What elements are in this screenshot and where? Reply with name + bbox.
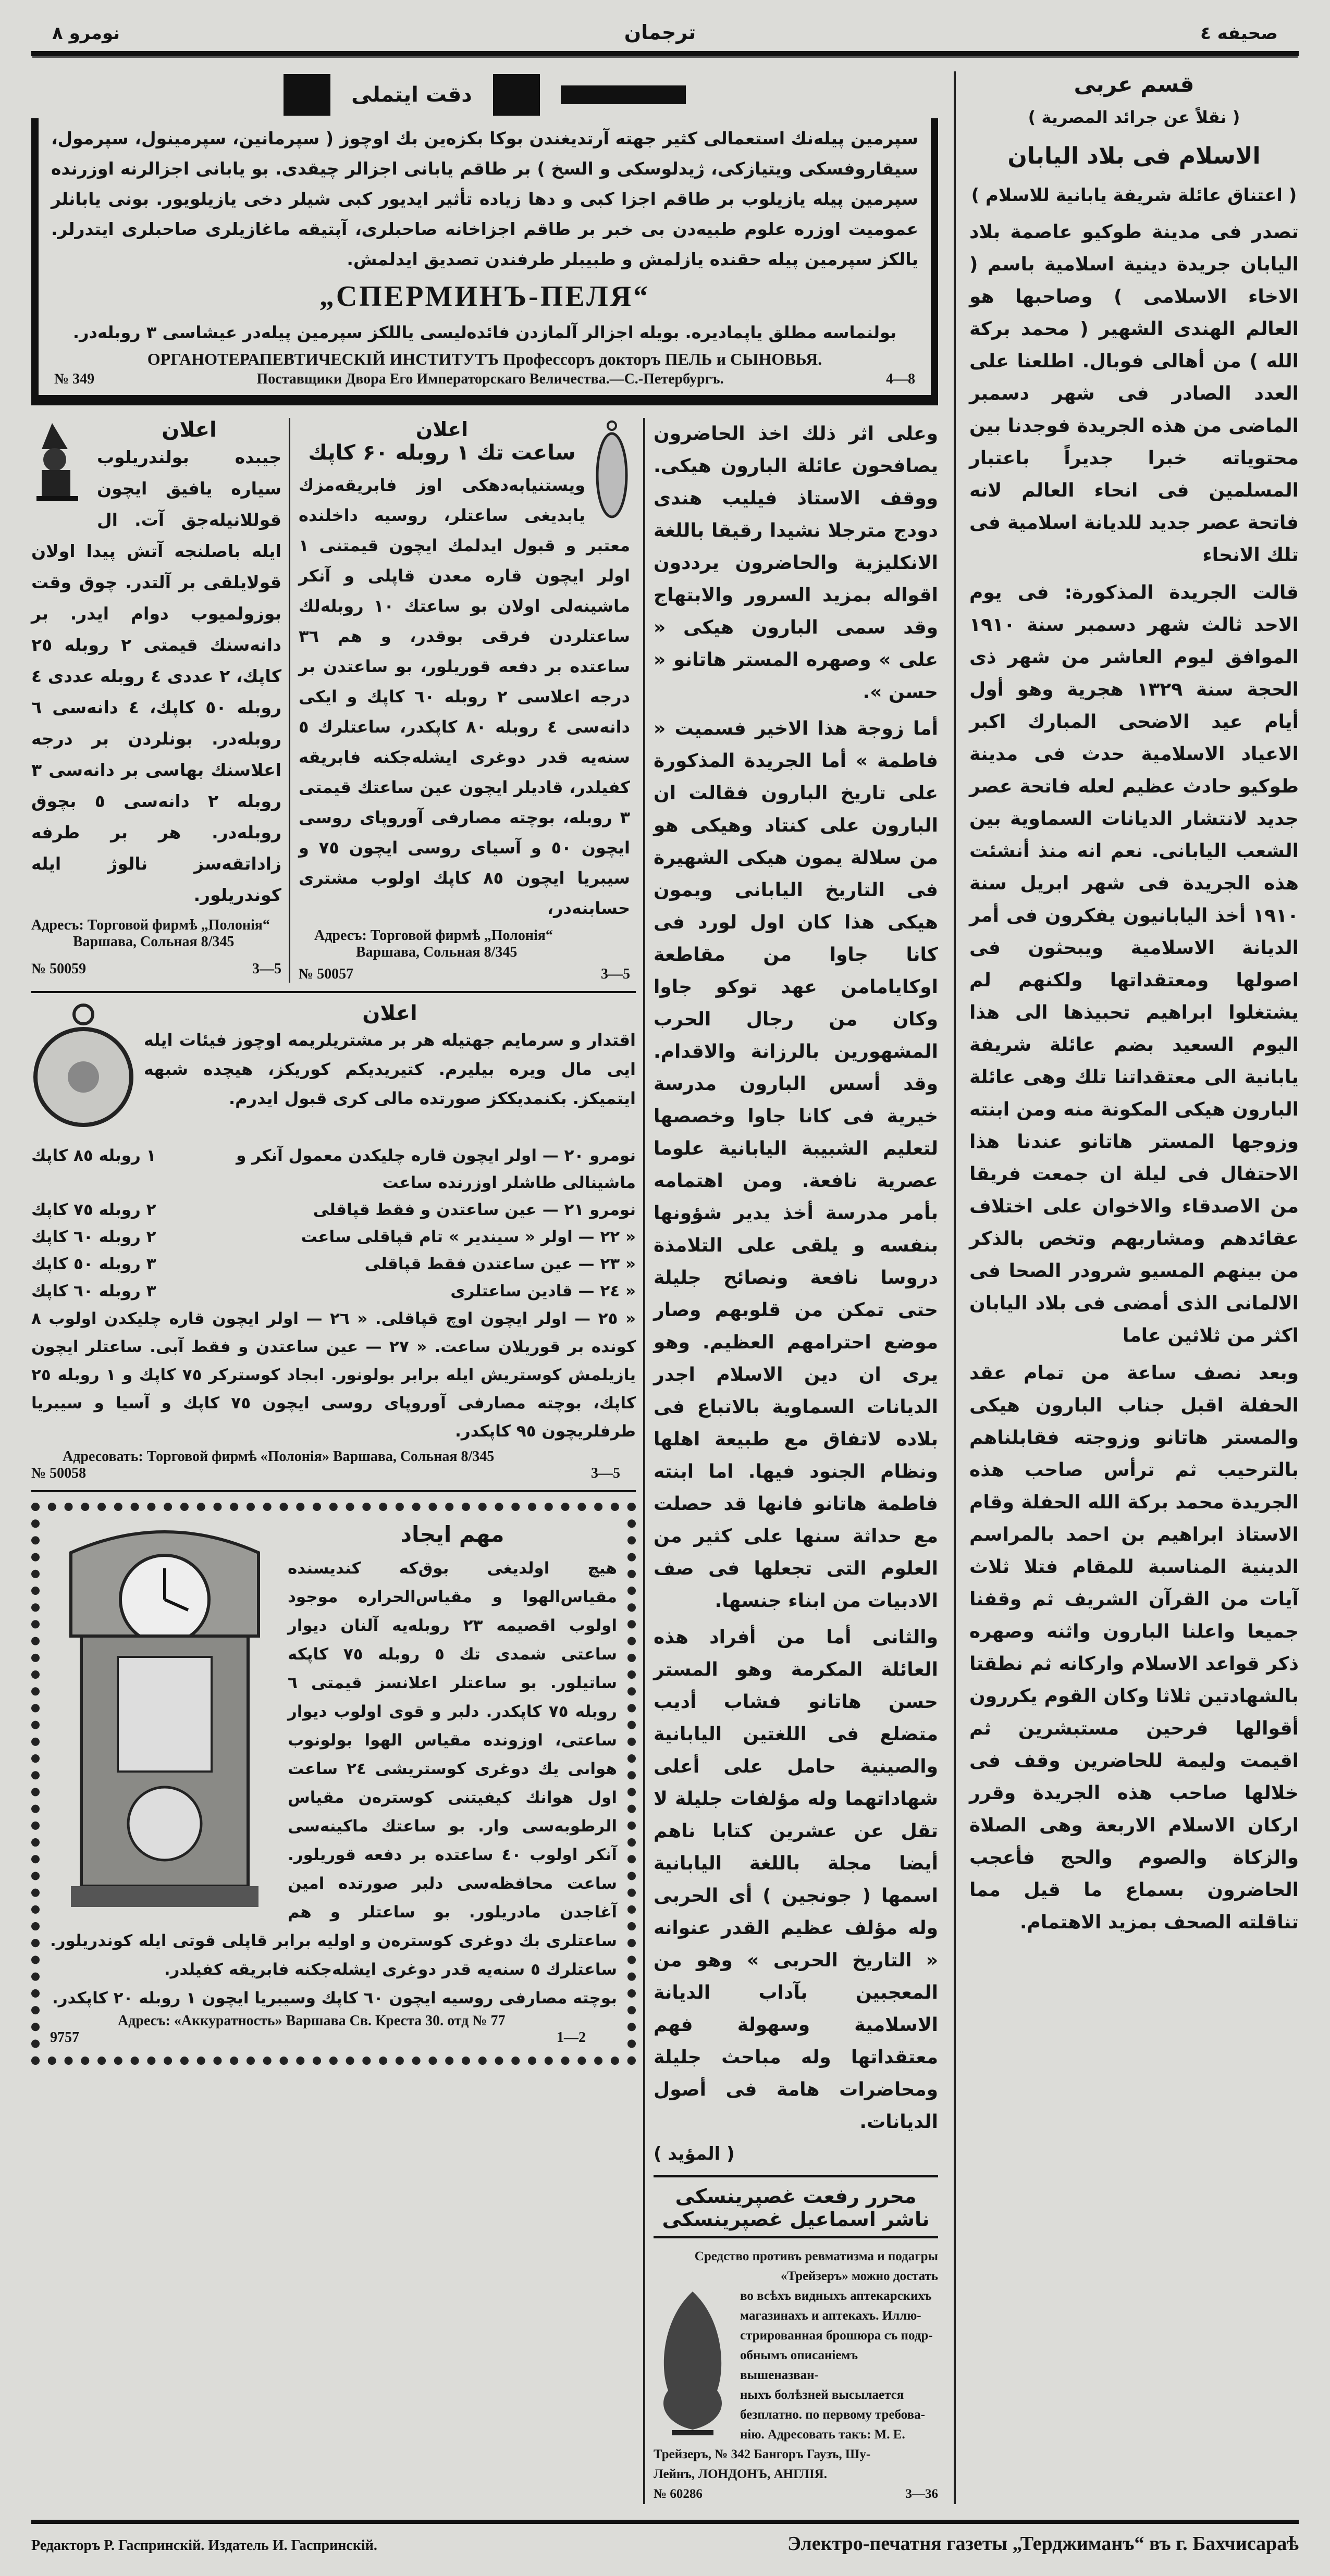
ad-address: Адресовать: Торговой фирмѣ «Полонія» Варшава, Сольная 8/345 (63, 1448, 495, 1465)
watches-price-list-ad (31, 993, 636, 1492)
ad-line: Средство противъ ревматизма и подагры (694, 2249, 938, 2263)
ad-body: جيبده بولندريلوب سياره يافيق ايچون قوللانيله‌جق آت. ال ايله باصلنجه آتش پيدا اولان قولايلقى بر آلتدر. چوق وقت بوزولميوب دوام ايدر. بر دانه‌سنك قيمتى ٢ روبله ٢٥ كاپك، ٢ عددى ٤ روبله عددى ٤ روبله ٥٠ كاپك، ٤ دانه‌سى ٦ روبله‌در. بونلردن بر درجه اعلاسنك بهاسى بر دانه‌سى ٣ روبله ٢ دانه‌سى ٥ بچوق روبله‌در. هر بر طرفه زاداتقه‌سز نالوژ ايله كوندريلور. (31, 447, 282, 905)
price-row (31, 1250, 636, 1278)
divider (654, 2175, 938, 2177)
item-price: ١ روبله ٨٥ كاپك (31, 1146, 156, 1165)
article-paragraph: تصدر فى مدينة طوكيو عاصمة بلاد اليابان جريدة دينية اسلامية باسم ( الاخاء الاسلامى ) وصاحبها هو العالم الهندى الشهير ( محمد بركة الله ) من أهالى فوبال. اطلعنا على العدد الصادر فى شهر دسمبر الماضى من هذه الجريدة فوجدنا بين محتوياته خبرا جديراً باعتبار المسلمين فى انحاء العالم لانه فاتحة عصر جديد للديانة اسلامية فى تلك الانحاء (969, 221, 1299, 566)
middle-article (654, 418, 938, 2164)
section-title: قسم عربى (1074, 71, 1194, 97)
ad-run: 3—5 (601, 966, 630, 982)
pocket-watch-illustration (31, 1001, 136, 1137)
item-price: ٣ روبله ٥٠ كاپك (31, 1255, 156, 1273)
price-list (31, 1142, 636, 1305)
price-row (31, 1278, 636, 1305)
ad-line: стрированная брошюра съ подр- (740, 2329, 933, 2343)
ad-line: во всѣхъ видныхъ аптекарскихъ (740, 2289, 932, 2303)
article-source: ( المؤيد ) (654, 2144, 735, 2164)
ad-line: безплатно. по первому требова- (740, 2408, 925, 2422)
wall-clock-illustration (50, 1521, 279, 1912)
editor-name: محرر رفعت غصپرينسكى (675, 2185, 917, 2208)
ad-heading: مهم ايجاد (400, 1521, 504, 1547)
watch-ad (289, 418, 630, 983)
ad-line: ныхъ болѣзней высылается (740, 2388, 904, 2402)
item-price: ٢ روبله ٦٠ كاپك (31, 1228, 156, 1246)
ad-heading: اعلان (415, 418, 469, 441)
spermin-run: 4—8 (885, 371, 915, 387)
ad-heading: اعلان (162, 418, 217, 442)
ad-address: Адресъ: Торговой фирмѣ „Полонія“ (31, 917, 270, 933)
article-paragraph: وعلى اثر ذلك اخذ الحاضرون يصافحون عائلة البارون هيكى. ووقف الاستاذ فيليب هندى دودج مترجلا نشيدا رقيقا باللغة الانكليزية والحاضرون يرددون اقواله بمزيد السرور والابتهاج وقد سمى البارون هيكى « على » وصهره المستر هاتانو « حسن ». (654, 423, 938, 703)
divider (654, 2236, 938, 2238)
item-price: ٣ روبله ٦٠ كاپك (31, 1282, 156, 1301)
ad-line: нію. Адресовать такъ: М. Е. (740, 2428, 905, 2442)
article-paragraph: والثانى أما من أفراد هذه العائلة المكرمة وهو المستر حسن هاتانو فشاب أديب متضلع فى اللغتين اليابانية والصينية حامل على أعلى شهاداتهما وله مؤلفات جليلة لا تقل عن عشرين كتابا ناهم أيضا مجلة باللغة اليابانية اسمها ( جونجين ) أى الحربى وله مؤلف عظيم القدر عنوانه « التاريخ الحربى » وهو من المعجبين بآداب الديانة الاسلامية وسهولة فهم معتقداتها وله مباحث جليلة ومحاضرات هامة فى أصول الديانات. (654, 1627, 938, 2133)
ad-number: № 50059 (31, 961, 87, 977)
article-subheadline: ( اعتناق عائلة شريفة يابانية للاسلام ) (971, 185, 1297, 206)
ads-region (31, 418, 636, 2504)
spermin-heading: دقت ايتملى (351, 83, 472, 107)
spermin-body: سپرمين پيله‌نك استعمالى كثير جهته آرتديغندن بوكا بكزه‌ين بك اوچوز ( سپرمانين، سپرمينول، سپرمول، سيقاروفسكى ويتيازكى، ژيدلوسكى و السخ ) بر طاقم يابانى اجزالر چيقدى. بو يابانى اجزالرنه اوزرنده سپرمين پيله يازيلوب بر طاقم اجزا كبى و دها زياده تأثير ايديور كبى شيلر دخى يازيلويور. بونى يابانلر عموميت اوزره علوم طبيه‌دن بى خبر بر طاقم اجزاخانه صاحبلرى، آپتيقه ماغازيلرى صاحبلرى ايتدرلر. يالكز سپرمين پيله حقنده يازلمش و طبيبلر طرفندن تصديق ايدلمش. (51, 128, 918, 269)
page-number: صحيفه ٤ (1200, 23, 1278, 44)
item-label: نومرو ٢٠ — اولر ايچون قاره چليكدن معمول آنكر و ماشينالى طاشلر اوزرنده ساعت (236, 1146, 636, 1192)
treuser-ad (654, 2247, 938, 2504)
ad-number: 9757 (50, 2029, 79, 2046)
ad-run: 3—5 (591, 1465, 620, 1481)
arabic-section (954, 71, 1299, 2504)
ad-run: 3—36 (905, 2487, 938, 2501)
spermin-supplier: Поставщики Двора Его Императорскаго Величества.—С.-Петербургъ. (256, 371, 724, 387)
price-row (31, 1196, 636, 1223)
publisher-name: ناشر اسماعيل غصپرينسكى (662, 2208, 930, 2231)
price-row (31, 1142, 636, 1196)
ad-number: № 50058 (31, 1465, 87, 1481)
item-price: ٢ روبله ٧٥ كاپك (31, 1200, 156, 1219)
ad-line: Лейнъ, ЛОНДОНЪ, АНГЛІЯ. (654, 2467, 827, 2481)
ad-run: 3—5 (252, 961, 281, 977)
item-label: « ٢٤ — قادين ساعتلرى (450, 1282, 636, 1301)
ad-number: № 50057 (299, 966, 354, 982)
spermin-product-name: „СПЕРМИНЪ-ПЕЛЯ“ (319, 280, 650, 313)
item-label: « ٢٣ — عين ساعتدن فقط قپاقلى (364, 1255, 636, 1273)
clock-ad (31, 1503, 636, 2065)
ad-line: обнымъ описаніемъ вышеназван- (740, 2348, 858, 2382)
ad-run: 1—2 (557, 2029, 586, 2046)
issue-number: نومرو ۸ (52, 23, 120, 44)
tree-illustration (654, 2286, 732, 2437)
masthead (31, 16, 1299, 56)
spermin-ad (31, 118, 938, 405)
ornament-bar (561, 85, 686, 104)
lighter-ad (31, 418, 289, 983)
ad-title: ساعت تك ۱ روبله ۶۰ كاپك (308, 441, 576, 465)
ornament-block (284, 74, 330, 116)
ornament-banner (31, 71, 938, 118)
section-source: ( نقلاً عن جرائد المصرية ) (1028, 107, 1240, 127)
ad-address: Адресъ: «Аккуратность» Варшава Св. Креста 30. отд № 77 (118, 2013, 506, 2029)
ad-intro: اقتدار و سرمايم جهتيله هر بر مشتريلريمه اوچوز فيئات ايله ايى مال ويره بيليرم. كتيريديكم كوريكز، هيچده شبهه ايتميكز. بكنمديككز صورتده مالى كرى قبول ايدرم. (144, 1030, 636, 1108)
footer (31, 2520, 1299, 2555)
item-label: نومرو ٢١ — عين ساعتدن و فقط قپاقلى (313, 1200, 636, 1219)
ad-more: « ٢٥ — اولر ايچون اوچ قپاقلى. « ٢٦ — اولر ايچون قاره چليكدن اولوب ٨ كونده بر قوريلان ساعت. « ٢٧ — عين ساعتدن و فقط آبى. ساعتلر ايچون يازيلمش كوستريش ايله برابر بولونور. ابجاد كوستركر ٧٥ كاپك و ١ روبله ٢٥ كاپك، بوچته مصارفى آوروپاى روسى ايچون ٧٥ كاپك و آسيا و سيبريا طرفلريچون ٩٥ كاپكدر. (31, 1309, 636, 1441)
article-headline: الاسلام فى بلاد اليابان (1007, 143, 1261, 169)
left-region (31, 71, 938, 2504)
spermin-number: № 349 (54, 371, 95, 387)
spermin-note: بولنماسه مطلق ياپماديره. بويله اجزالر آلمازدن فائده‌ليسى ياللكز سپرمين پيله‌در عيشاسى ٣ روبله‌در. (72, 323, 897, 342)
ad-address-city: Варшава, Сольная 8/345 (356, 944, 518, 960)
footer-printer: Электро-печатня газеты „Терджиманъ“ въ г. Бахчисараѣ (787, 2533, 1299, 2555)
editors-block (654, 2175, 938, 2238)
item-label: « ٢٢ — اولر « سيندير » تام قپاقلى ساعت (301, 1228, 636, 1246)
ad-body: هيچ اولديغى بوق‌كه كنديسنده مقياس‌الهوا و مقياس‌الحراره موجود اولوب اقصيمه ٢٣ روبله‌يه آلنان ديوار ساعتى شمدى تك ٥ روبله ٧٥ كاپكه ساتيلور. بو ساعتلر اعلانسز قيمتى ٦ روبله ٧٥ كاپكدر. دلبر و قوى اولوب ديوار ساعتى، اوزونده مقياس الهوا بولونوب هواىى يك دوغرى كوستريشى ٢٤ ساعت اول هوانك كيفيتنى كوستره‌ن مقياس الرطوبه‌سى وار. بو ساعتك ماكينه‌سى آنكر اولوب ٤٠ ساعتده بر دفعه قوريلور. ساعت محافظه‌سى دلبر صورتده امين آغاجدن مادريلور. بو ساعتلر و هم ساعتلرى بك دوغرى كوستره‌ن و اوليه برابر قاپلى قوتى ايله كوندريلور. ساعتلرك ٥ سنه‌يه قدر دوغرى ايشله‌جكنه فابريقه كفيلدر. (50, 1559, 617, 1979)
ornament-block (493, 74, 540, 116)
article-paragraph: قالت الجريدة المذكورة: فى يوم الاحد ثالث شهر دسمبر سنة ١٩١٠ الموافق ليوم العاشر من شهر ذى الحجة سنة ١٣٢٩ هجرية وهو أول أيام عيد الاضحى المبارك اكبر الاعياد الاسلامية حدث فى مدينة طوكيو حادث عظيم لعله فاتحة عصر جديد لانتشار الديانات السماوية بين الشعب اليابانى. نعم انه منذ أنشئت هذه الجريدة فى شهر ابريل سنة ١٩١٠ أخذ اليابانيون يفكرون فى أمر الديانة الاسلامية ويبحثون فى اصولها ومعتقداتها ولكنهم لم يشتغلوا ابراهيم تحبيذها الى هذا اليوم السعيد بضم عائلة شريفة يابانية الى معتقداتنا تلك وهى عائلة البارون هيكى المكونة منه ومن ابنته وزوجها المستر هاتانو عندنا هذا الاحتفال فى ليلة ان جمعت فريقا من الاصدقاء والاخوان على اختلاف عقائدهم ومشاربهم وتخص بالذكر من بينهم المسيو شرودر الصحا فى الالمانى الذى أمضى فى بلاد اليابان اكثر من ثلاثين عاما (969, 582, 1299, 1346)
article-paragraph: وبعد نصف ساعة من تمام عقد الحفلة اقبل جناب البارون هيكى والمستر هاتانو وزوجته فقابلناهم بالترحيب ثم ترأس صاحب هذه الجريدة محمد بركة الله الحفلة وقام الاستاذ ابراهيم بن احمد بالمراسم الدينية المناسبة للمقام فتلا ثلاث آيات من القرآن الشريف ثم وقفنا جميعا واعلنا البارون واثنه وصهره ذكر قواعد الاسلام واركانه ثم نطقتا بالشهادتين ثلاثا وكان القوم يكررون أقوالها فرحين مستبشرين ثم اقيمت وليمة للحاضرين وقف فى خلالها صاحب هذه الجريدة وقرر اركان الاسلام الاربعة وهى الصلاة والزكاة والصوم والحج فأعجب الحاضرون بسماع ما قيل مما تناقلته الصحف بمزيد الاهتمام. (969, 1363, 1299, 1933)
spermin-institute: ОРГАНОТЕРАПЕВТИЧЕСКІЙ ИНСТИТУТЪ Профессоръ докторъ ПЕЛЬ и СЫНОВЬЯ. (147, 350, 822, 368)
article-paragraph: أما زوجة هذا الاخير فسميت « فاطمة » أما الجريدة المذكورة على تاريخ البارون فقالت ان البارون على كنتاد وهيكى هو من سلالة يمون هيكى الشهيرة فى التاريخ اليابانى ويمون هيكى هذا كان اول لورد فى كانا جاوا من مقاطعة اوكايامامن عهد توكو جاوا وكان من رجال الحرب المشهورين بالرزانة والاقدام. وقد أسس البارون مدرسة خيرية فى كانا جاوا وخصصها لتعليم الشبيبة اليابانية علوما عصرية نافعة. ومن اهتمامه بأمر مدرسة أخذ يدير شؤونها بنفسه و يلقى على التلامذة دروسا نافعة ونصائح جليلة حتى تمكن من قلوبهم وصار موضع احترامهم العظيم. وهو يرى ان دين الاسلام اجدر الديانات السماوية بالاتباع فى بلاده لاتفاق مع طبيعة اهلها ونظام الجنود فيها. اما ابنته فاطمة هاتانو فانها قد حصلت مع حداثة سنها على كثير من العلوم التى تجعلها فى صف الادبيات من ابناء جنسها. (654, 718, 938, 1612)
middle-column (643, 418, 938, 2504)
ad-heading: اعلان (362, 1001, 417, 1025)
ad-body: ويستنيابه‌دهكى اوز فابريقه‌مزك يابديغى ساعتلر، روسيه داخلنده معتبر و قبول ايدلمك ايچون قيمتنى ١ اولر ايچون قاره معدن قاپلى و آنكر ماشينه‌لى اولان بو ساعتك ١٠ روبله‌لك ساعتلردن فرقى بوقدر، و هم ٣٦ ساعتده بر دفعه قوريلور، بو ساعتدن بر درجه اعلاسى ٢ روبله ٦٠ كاپك و ايكى دانه‌سى ٤ روبله ٨٠ كاپكدر، ساعتلرك ٥ سنه‌يه قدر دوغرى ايشله‌جكنه فابريقه كفيلدر، قاديلر ايچون عين ساعتك قيمتى ٣ روبله، بوچته مصارفى آوروپاى روسى ايچون ٥٠ و آسياى روسى ايچون ٧٥ و سيبريا ايچون ٨٥ كاپك اولوب مشترى حسابنه‌در، (299, 475, 631, 918)
ad-shipping: بوچته مصارفى روسيه ايچون ٦٠ كاپك وسيبريا ايچون ١ روبله ٢٠ كاپكدر. (52, 1989, 617, 2008)
ad-line: магазинахъ и аптекахъ. Иллю- (740, 2309, 921, 2323)
newspaper-title: ترجمان (624, 21, 696, 44)
ad-address: Адресъ: Торговой фирмѣ „Полонія“ (314, 927, 553, 944)
ad-address-city: Варшава, Сольная 8/345 (73, 934, 235, 950)
price-row (31, 1223, 636, 1250)
ad-number: № 60286 (654, 2487, 703, 2501)
ad-line: «Трейзеръ» можно достать (780, 2269, 938, 2283)
pocket-watch-illustration (594, 418, 630, 522)
gnome-illustration (31, 418, 89, 506)
ad-line: Трейзеръ, № 342 Бангоръ Гаузъ, Шу- (654, 2447, 871, 2461)
footer-editor: Редакторъ Р. Гаспринскій. Издатель И. Гаспринскій. (31, 2537, 377, 2554)
